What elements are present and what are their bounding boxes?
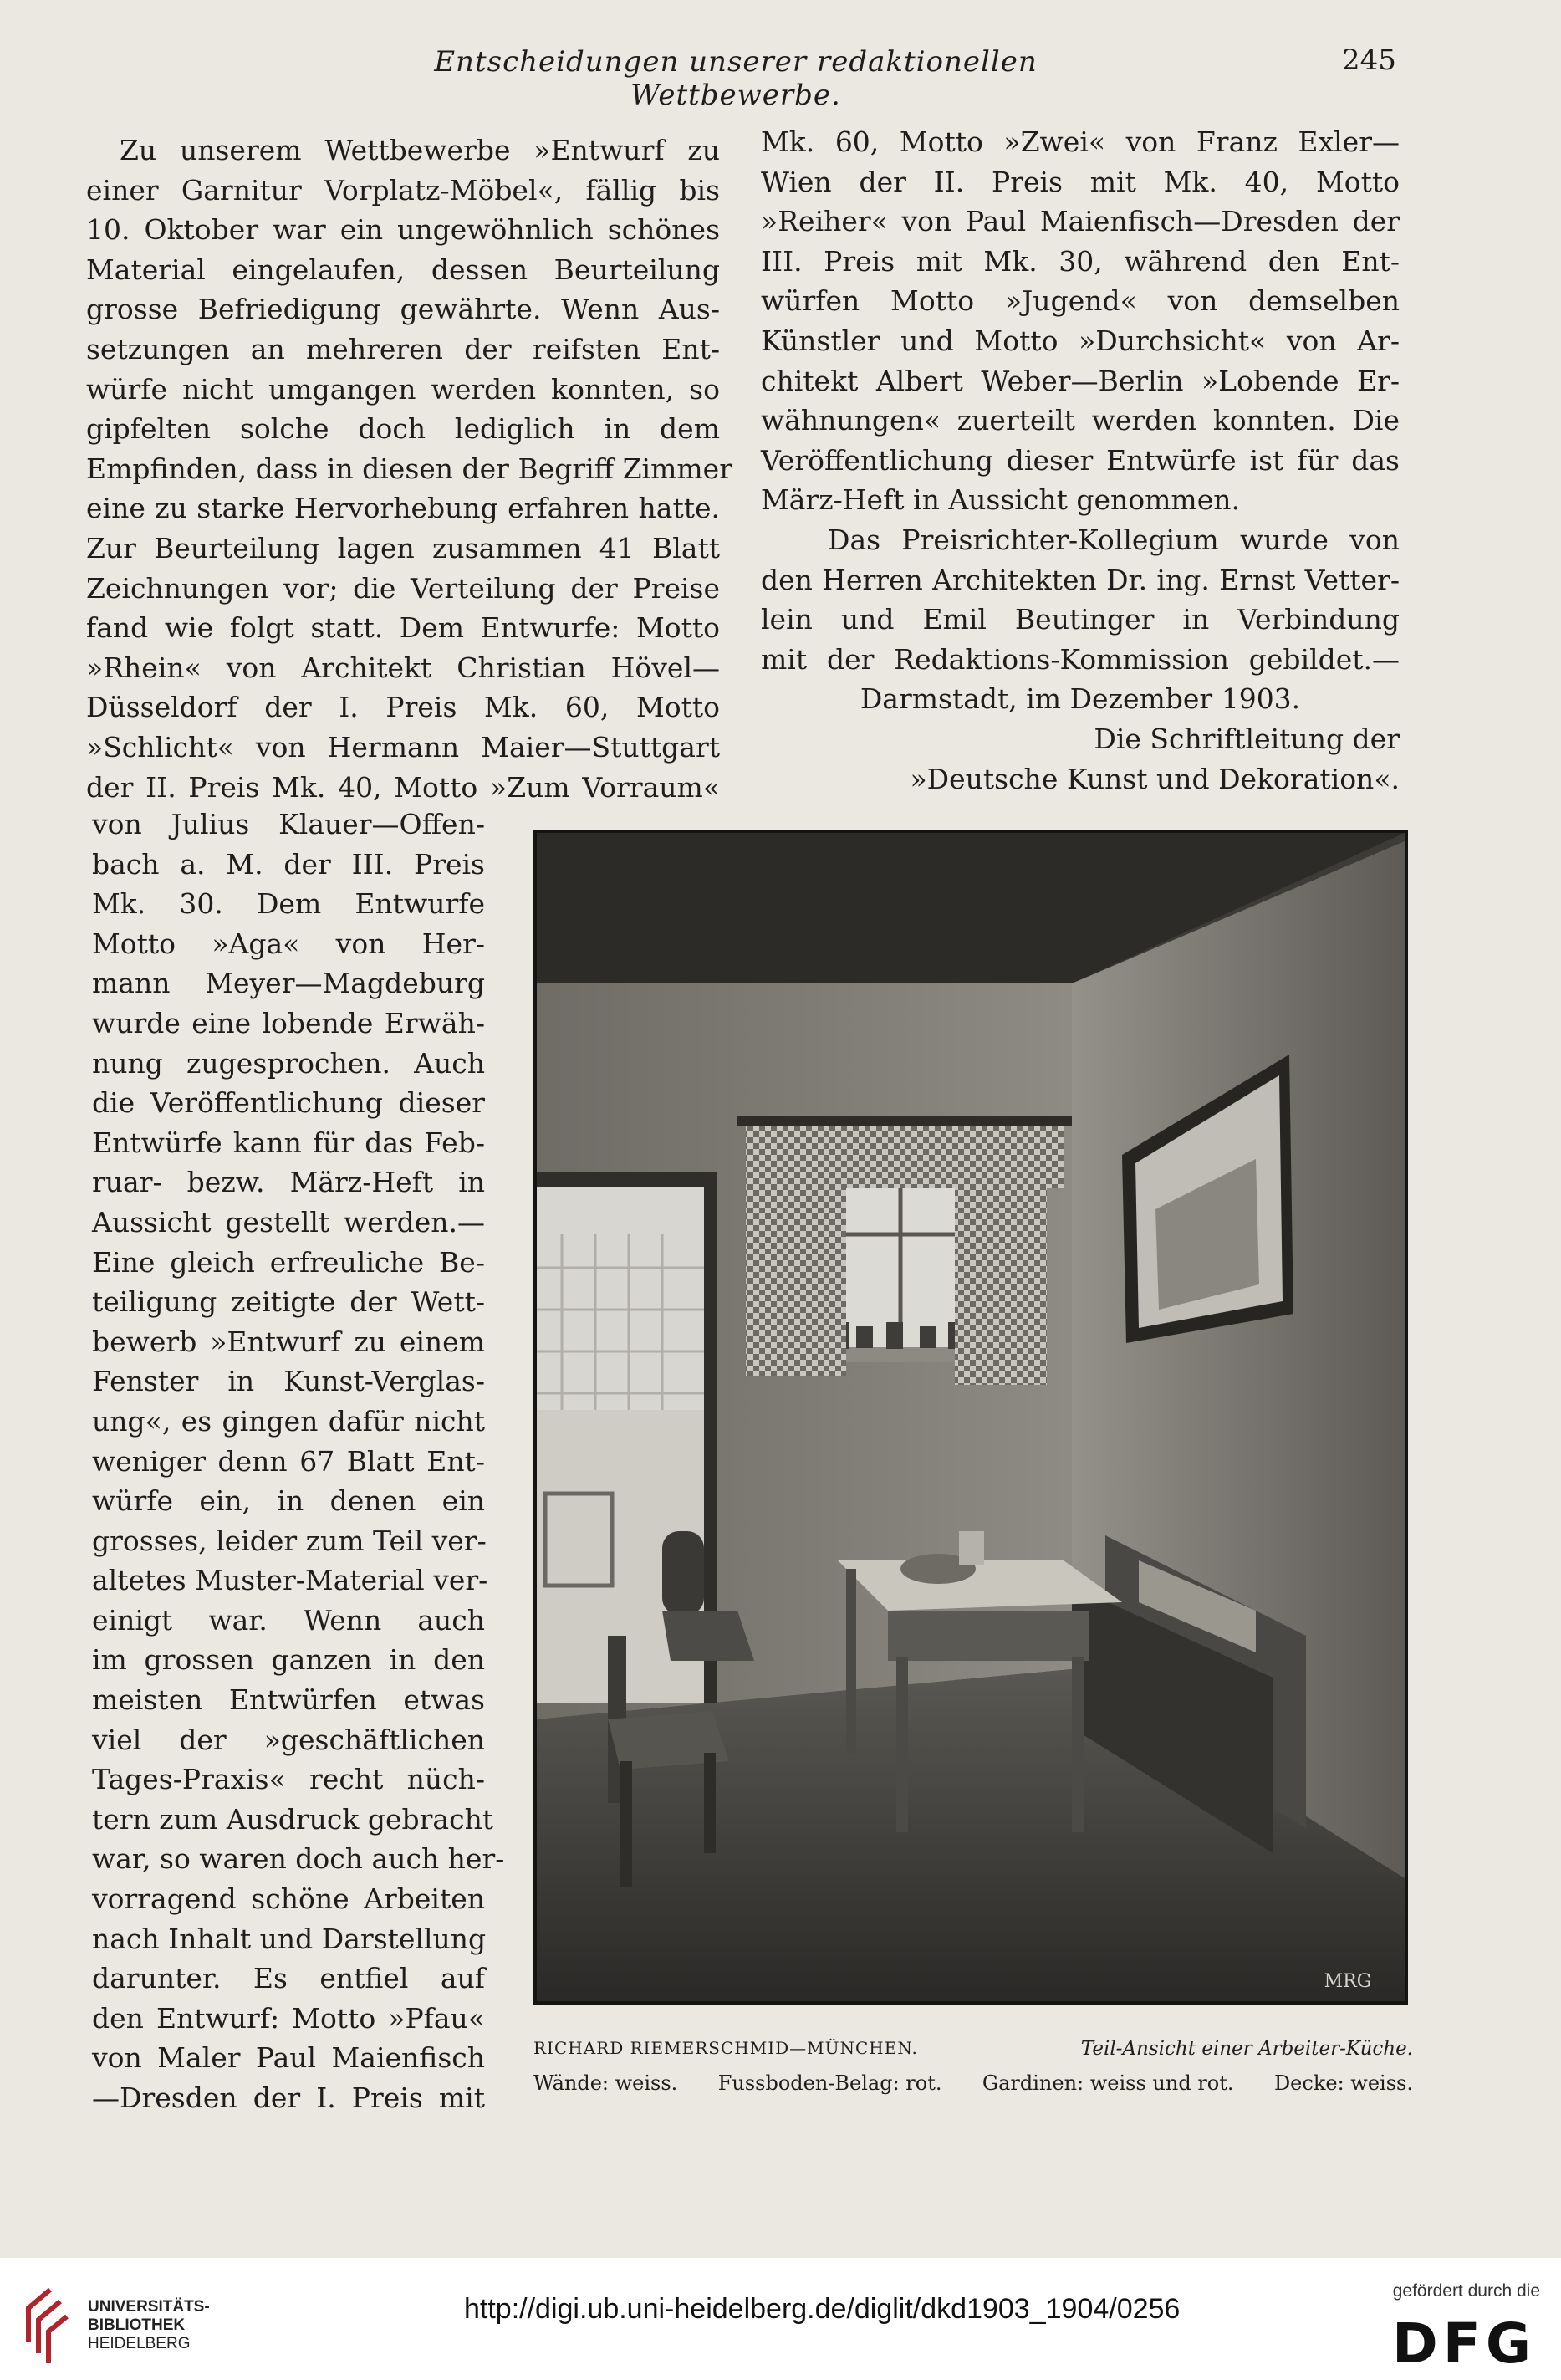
- text-line: Zur Beurteilung lagen zusammen 41 Blatt: [86, 531, 720, 564]
- text-line: meisten Entwürfen etwas: [92, 1683, 485, 1717]
- text-line: »Schlicht« von Hermann Maier—Stuttgart: [86, 730, 720, 764]
- permalink-url[interactable]: http://digi.ub.uni-heidelberg.de/diglit/dkd1903_1904/0256: [464, 2293, 1181, 2325]
- text-line: Zeichnungen vor; die Verteilung der Preise: [86, 571, 720, 605]
- figure-caption-details: [533, 2071, 1413, 2095]
- text-line: Fenster in Kunst-Verglas-: [92, 1365, 485, 1398]
- text-line: altetes Muster-Material ver-: [92, 1564, 488, 1597]
- kitchen-photograph: [533, 830, 1408, 2005]
- text-line: ruar- bezw. März-Heft in: [92, 1166, 485, 1199]
- caption-detail: Gardinen: weiss und rot.: [982, 2071, 1234, 2095]
- library-logo-icon: [17, 2283, 72, 2367]
- text-line: März-Heft in Aussicht genommen.: [761, 483, 1240, 517]
- text-line: würfen Motto »Jugend« von demselben: [761, 284, 1400, 318]
- text-line: mit der Redaktions-Kommission gebildet.—: [761, 642, 1400, 676]
- text-line: Veröffentlichung dieser Entwürfe ist für das: [761, 443, 1400, 477]
- text-line: einigt war. Wenn auch: [92, 1603, 485, 1637]
- text-line: nach Inhalt und Darstellung: [92, 1922, 487, 1955]
- text-line: Mk. 60, Motto »Zwei« von Franz Exler—: [761, 125, 1400, 158]
- text-line: der II. Preis Mk. 40, Motto »Zum Vorraum«: [86, 770, 720, 804]
- text-line: Material eingelaufen, dessen Beurteilung: [86, 253, 720, 286]
- text-line: Darmstadt, im Dezember 1903.: [860, 682, 1301, 716]
- text-line: Düsseldorf der I. Preis Mk. 60, Motto: [86, 691, 720, 724]
- text-line: Aussicht gestellt werden.—: [92, 1205, 485, 1239]
- text-line: »Deutsche Kunst und Dekoration«.: [910, 762, 1400, 795]
- text-line: grosses, leider zum Teil ver-: [92, 1524, 487, 1557]
- text-line: lein und Emil Beutinger in Verbindung: [761, 603, 1400, 636]
- text-line: bach a. M. der III. Preis: [92, 847, 485, 881]
- text-line: Tages-Praxis« recht nüch-: [92, 1763, 485, 1796]
- text-line: Motto »Aga« von Her-: [92, 927, 485, 960]
- text-line: von Julius Klauer—Offen-: [92, 808, 485, 840]
- caption-title: Teil-Ansicht einer Arbeiter-Küche.: [1080, 2038, 1413, 2060]
- text-line: wurde eine lobende Erwäh-: [92, 1006, 485, 1039]
- text-line: Entwürfe kann für das Feb-: [92, 1126, 485, 1159]
- text-line: die Veröffentlichung dieser: [92, 1086, 485, 1120]
- caption-detail: Fussboden-Belag: rot.: [717, 2071, 942, 2095]
- text-line: teiligung zeitigte der Wett-: [92, 1285, 485, 1319]
- text-line: III. Preis mit Mk. 30, während den Ent-: [761, 244, 1400, 278]
- text-line: —Dresden der I. Preis mit: [92, 2081, 485, 2114]
- text-line: Wien der II. Preis mit Mk. 40, Motto: [761, 165, 1400, 198]
- text-line: gipfelten solche doch lediglich in dem: [86, 412, 720, 446]
- running-title: Entscheidungen unserer redaktionellen Wettbewerbe.: [434, 45, 1038, 112]
- text-line: Eine gleich erfreuliche Be-: [92, 1245, 485, 1279]
- text-line: den Herren Architekten Dr. ing. Ernst Vetter-: [761, 563, 1400, 596]
- text-line: würfe ein, in denen ein: [92, 1484, 485, 1518]
- text-line: darunter. Es entfiel auf: [92, 1962, 485, 1995]
- right-column: [761, 122, 1400, 799]
- text-line: wähnungen« zuerteilt werden konnten. Die: [761, 404, 1400, 437]
- text-line: war, so waren doch auch her-: [92, 1842, 505, 1876]
- dfg-logo: DFG: [1391, 2311, 1536, 2376]
- text-line: Mk. 30. Dem Entwurfe: [92, 887, 485, 921]
- text-line: vorragend schöne Arbeiten: [92, 1882, 485, 1916]
- text-line: nung zugesprochen. Auch: [92, 1046, 485, 1080]
- text-line: einer Garnitur Vorplatz-Möbel«, fällig bis: [86, 173, 720, 207]
- caption-author: RICHARD RIEMERSCHMID—MÜNCHEN.: [533, 2038, 918, 2058]
- monogram: MRG: [1324, 1971, 1372, 1992]
- text-line: ung«, es gingen dafür nicht: [92, 1404, 485, 1438]
- text-line: fand wie folgt statt. Dem Entwurfe: Motto: [86, 611, 720, 645]
- text-line: Künstler und Motto »Durchsicht« von Ar-: [761, 324, 1400, 357]
- caption-detail: Decke: weiss.: [1273, 2071, 1413, 2095]
- text-line: setzungen an mehreren der reifsten Ent-: [86, 332, 720, 365]
- text-line: viel der »geschäftlichen: [92, 1723, 485, 1756]
- text-line: tern zum Ausdruck gebracht: [92, 1802, 494, 1836]
- text-line: eine zu starke Hervorhebung erfahren hatte.: [86, 492, 720, 525]
- caption-detail: Wände: weiss.: [533, 2071, 678, 2095]
- text-line: bewerb »Entwurf zu einem: [92, 1325, 485, 1358]
- text-line: von Maler Paul Maienfisch: [92, 2041, 485, 2075]
- text-line: Das Preisrichter-Kollegium wurde von: [828, 523, 1400, 556]
- library-name: UNIVERSITÄTS- BIBLIOTHEK HEIDELBERG: [88, 2298, 210, 2352]
- text-line: mann Meyer—Magdeburg: [92, 967, 485, 1000]
- text-line: Die Schriftleitung der: [1094, 722, 1400, 755]
- text-line: chitekt Albert Weber—Berlin »Lobende Er-: [761, 364, 1400, 397]
- digitization-footer: [0, 2258, 1561, 2380]
- text-line: 10. Oktober war ein ungewöhnlich schönes: [86, 213, 720, 247]
- text-line: Empfinden, dass in diesen der Begriff Zimmer: [86, 452, 732, 485]
- left-column-narrow: [92, 804, 505, 2118]
- text-line: im grossen ganzen in den: [92, 1643, 485, 1677]
- text-line: »Rhein« von Architekt Christian Hövel—: [86, 651, 720, 684]
- text-line: weniger denn 67 Blatt Ent-: [92, 1444, 485, 1478]
- left-column-wide: [86, 130, 732, 807]
- page-number: 245: [1342, 43, 1396, 77]
- text-line: grosse Befriedigung gewährte. Wenn Aus-: [86, 293, 720, 326]
- text-line: den Entwurf: Motto »Pfau«: [92, 2001, 485, 2035]
- text-line: würfe nicht umgangen werden konnten, so: [86, 372, 720, 406]
- text-line: »Reiher« von Paul Maienfisch—Dresden der: [761, 205, 1400, 238]
- funder-note: gefördert durch die: [1392, 2281, 1540, 2301]
- text-line: Zu unserem Wettbewerbe »Entwurf zu: [120, 134, 720, 166]
